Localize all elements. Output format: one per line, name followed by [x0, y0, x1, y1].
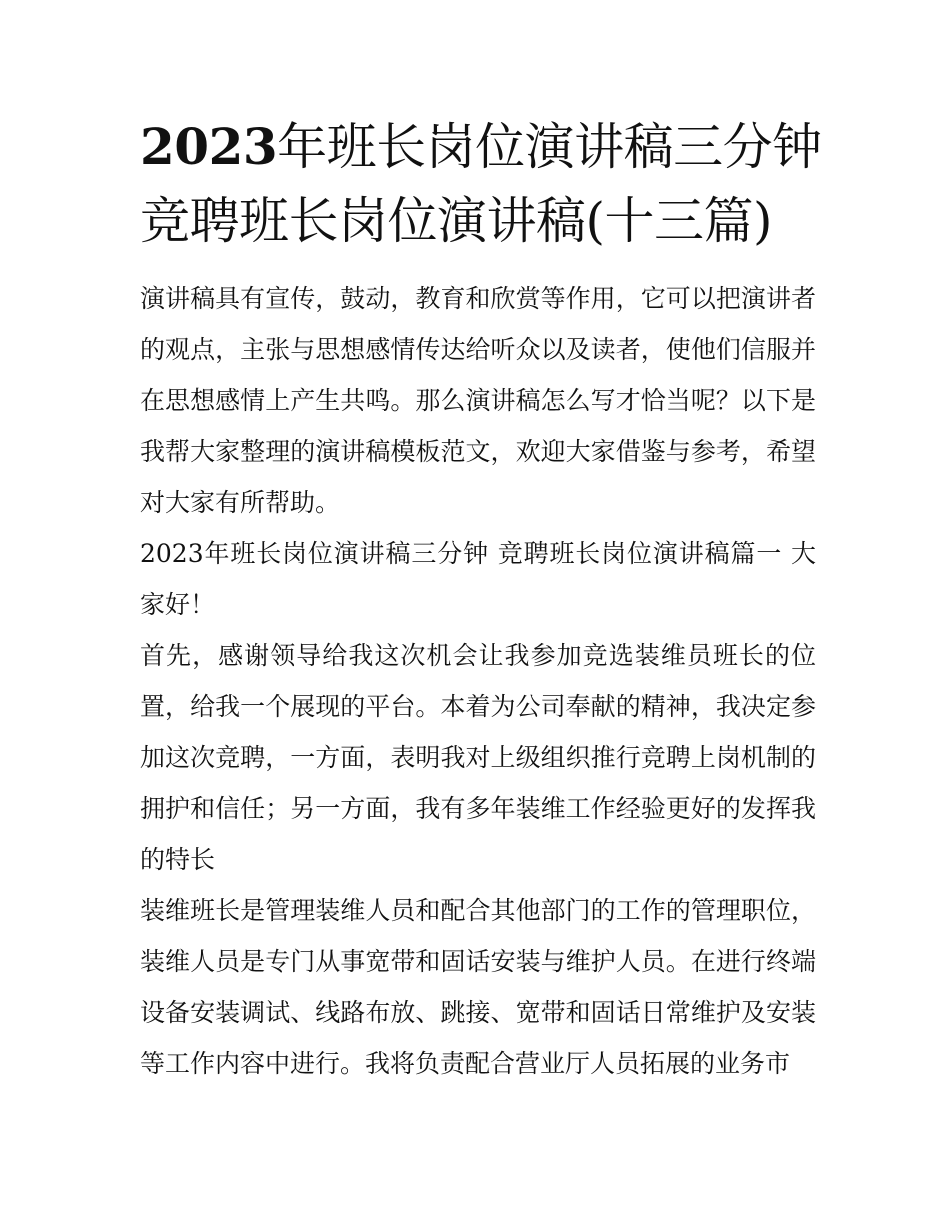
title-line-1-text: 年班长岗位演讲稿三分钟 [277, 118, 822, 176]
document-title-line-1 [140, 117, 822, 176]
paragraph-section-heading: 2023年班长岗位演讲稿三分钟 竞聘班长岗位演讲稿篇一 大家好！ [140, 539, 816, 619]
paragraph-thanks: 首先，感谢领导给我这次机会让我参加竞选装维员班长的位置，给我一个展现的平台。本着为公司奉献的精神，我决定参加这次竞聘，一方面，表明我对上级组织推行竞聘上岗机制的拥护和信任；另一方面，我有多年装维工作经验更好的发挥我的特长 [140, 641, 816, 874]
document-title-line-2: 竞聘班长岗位演讲稿(十三篇) [140, 192, 773, 250]
title-year: 2023 [140, 117, 278, 176]
paragraph-role-description: 装维班长是管理装维人员和配合其他部门的工作的管理职位，装维人员是专门从事宽带和固话安装与维护人员。在进行终端设备安装调试、线路布放、跳接、宽带和固话日常维护及安装等工作内容中进行。我将负责配合营业厅人员拓展的业务市 [140, 896, 816, 1078]
document-body [140, 273, 816, 1089]
paragraph-intro: 演讲稿具有宣传，鼓动，教育和欣赏等作用，它可以把演讲者的观点，主张与思想感情传达给听众以及读者，使他们信服并在思想感情上产生共鸣。那么演讲稿怎么写才恰当呢？以下是我帮大家整理的演讲稿模板范文，欢迎大家借鉴与参考，希望对大家有所帮助。 [140, 284, 816, 517]
